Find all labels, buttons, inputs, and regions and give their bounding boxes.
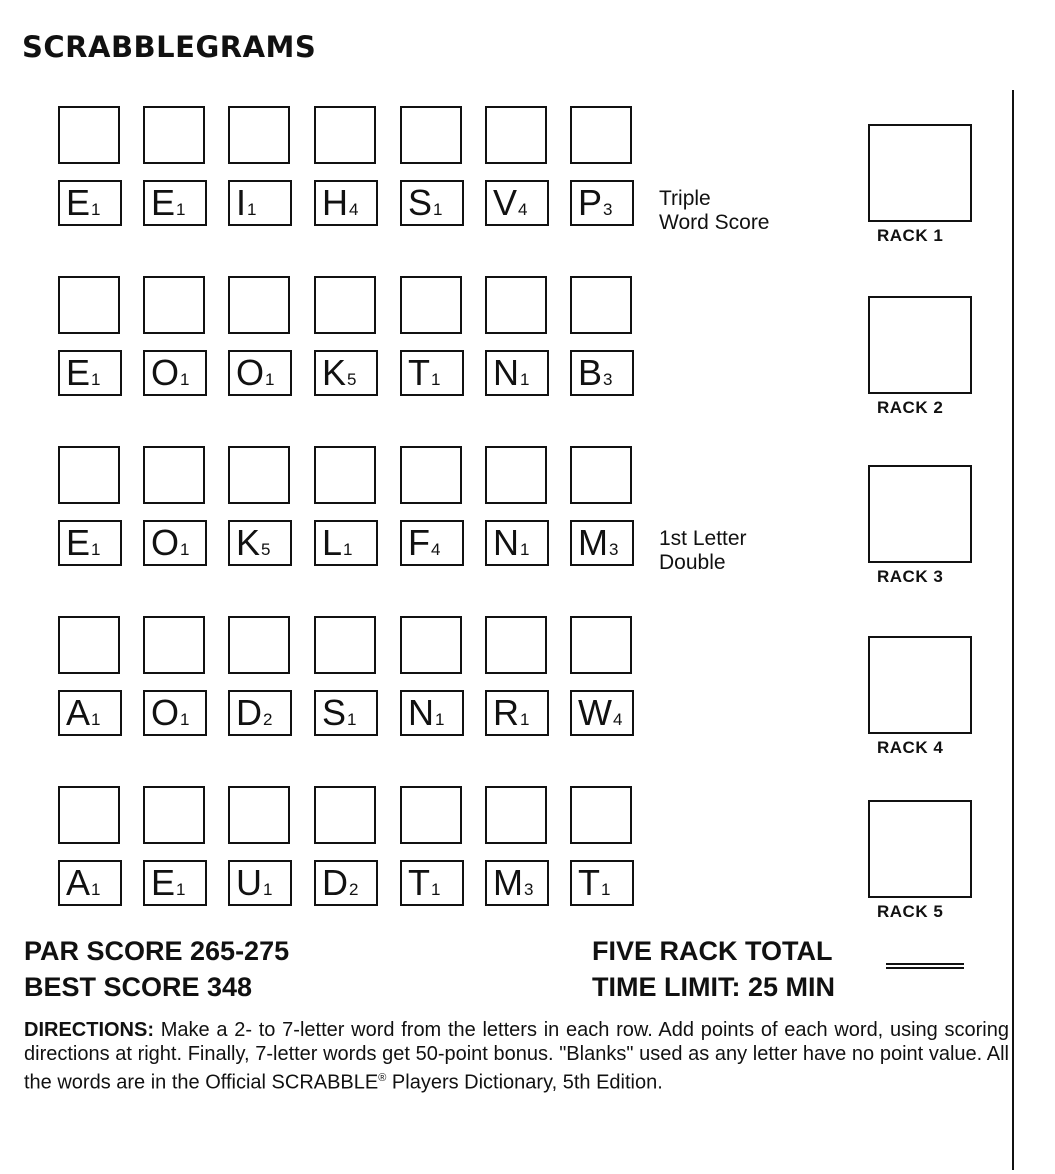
tile-points: 1 [343,540,353,559]
letter-tile [570,860,634,906]
letter-tile [58,180,122,226]
rack-score-box[interactable] [868,124,972,222]
answer-box[interactable] [228,106,290,164]
tile-letter: T [408,862,430,903]
letter-tile [228,860,292,906]
tile-letter: D [322,862,348,903]
letter-tile [400,860,464,906]
directions-text: Make a 2- to 7-letter word from the letters in each row. Add points of each word, using scoring directions at right. Finally, 7-letter words get 50-point bonus. "Blanks" used as any letter have no point value. All the words are in the Official SCRABBLE [24,1019,1009,1094]
tile-letter: R [493,692,519,733]
rack-score-box[interactable] [868,636,972,734]
tile-letter: S [408,182,433,223]
tile-letter: E [151,862,176,903]
letter-tile [228,350,292,396]
answer-box[interactable] [228,276,290,334]
letter-tile [143,860,207,906]
right-divider [1012,90,1014,1170]
tile-letter: E [66,182,91,223]
tile-points: 5 [261,540,271,559]
rack-label: RACK 5 [877,902,944,921]
tile-points: 1 [520,370,530,389]
rack-score-box[interactable] [868,465,972,563]
tile-points: 5 [347,370,357,389]
tile-points: 1 [431,370,441,389]
letter-tile [143,350,207,396]
scoring-note-line2: Word Score [659,211,770,234]
tile-letter: S [322,692,347,733]
five-rack-total-field[interactable] [886,963,964,969]
answer-box[interactable] [143,786,205,844]
tile-points: 1 [435,710,445,729]
rack-label: RACK 2 [877,398,944,417]
puzzle-title: SCRABBLEGRAMS [22,30,317,64]
answer-box[interactable] [570,786,632,844]
letter-tile [58,860,122,906]
answer-box[interactable] [314,106,376,164]
tile-letter: T [578,862,600,903]
tile-points: 1 [91,370,101,389]
answer-box[interactable] [58,276,120,334]
tile-letter: D [236,692,262,733]
answer-box[interactable] [485,786,547,844]
answer-box[interactable] [314,786,376,844]
tile-points: 1 [180,370,190,389]
tile-letter: W [578,692,612,733]
registered-mark: ® [378,1072,387,1084]
five-rack-total-label: FIVE RACK TOTAL [592,936,833,966]
tile-letter: O [151,692,180,733]
tile-points: 4 [612,710,623,729]
tile-points: 1 [520,540,530,559]
answer-box[interactable] [400,616,462,674]
answer-box[interactable] [143,446,205,504]
answer-box[interactable] [58,446,120,504]
letter-tile [228,180,292,226]
tile-points: 1 [601,880,611,899]
tile-letter: V [493,182,518,223]
tile-letter: T [408,352,430,393]
tile-points: 1 [265,370,275,389]
directions-label: DIRECTIONS: [24,1019,154,1041]
letter-tile [314,180,378,226]
letter-tile [400,180,464,226]
letter-tile [570,690,634,736]
tile-letter: F [408,522,430,563]
tile-points: 1 [91,540,101,559]
answer-box[interactable] [143,276,205,334]
tile-points: 1 [91,710,101,729]
answer-box[interactable] [570,106,632,164]
tile-letter: K [236,522,261,563]
tile-letter: H [322,182,348,223]
tile-letter: N [408,692,434,733]
letter-tile [58,350,122,396]
rack-label: RACK 3 [877,567,944,586]
rack-score-box[interactable] [868,296,972,394]
tile-letter: N [493,352,519,393]
answer-box[interactable] [485,106,547,164]
tile-points: 1 [347,710,357,729]
tile-letter: A [66,862,91,903]
tile-letter: N [493,522,519,563]
letter-tile [228,690,292,736]
tile-letter: P [578,182,603,223]
tile-points: 2 [349,880,359,899]
letter-tile [485,520,549,566]
answer-box[interactable] [400,276,462,334]
letter-tile [143,180,207,226]
tile-points: 3 [603,370,613,389]
answer-box[interactable] [485,276,547,334]
directions [24,1018,1009,1095]
tile-letter: O [151,352,180,393]
letter-tile [314,690,378,736]
letter-tile [143,690,207,736]
answer-box[interactable] [400,446,462,504]
tile-points: 1 [431,880,441,899]
answer-box[interactable] [485,616,547,674]
tile-letter: I [236,182,247,223]
answer-box[interactable] [314,446,376,504]
answer-box[interactable] [228,616,290,674]
tile-points: 3 [609,540,619,559]
tile-points: 3 [524,880,534,899]
scoring-note-line2: Double [659,551,726,574]
scoring-note-line1: Triple [659,187,711,210]
tile-points: 1 [91,200,101,219]
tile-points: 4 [431,540,441,559]
letter-tile [58,520,122,566]
par-score: PAR SCORE 265-275 [24,936,290,966]
answer-box[interactable] [570,276,632,334]
tile-points: 1 [247,200,257,219]
answer-box[interactable] [314,276,376,334]
letter-tile [143,520,207,566]
tile-points: 1 [263,880,273,899]
letter-tile [485,350,549,396]
tile-letter: M [578,522,608,563]
answer-box[interactable] [58,616,120,674]
rack-score-box[interactable] [868,800,972,898]
letter-tile [570,180,634,226]
answer-box[interactable] [228,446,290,504]
scoring-note-line1: 1st Letter [659,527,747,550]
letter-tile [58,690,122,736]
tile-points: 1 [180,540,190,559]
tile-letter: U [236,862,262,903]
letter-tile [570,520,634,566]
best-score: BEST SCORE 348 [24,972,253,1002]
tile-letter: O [151,522,180,563]
answer-box[interactable] [570,446,632,504]
letter-tile [314,350,378,396]
letter-tile [570,350,634,396]
tile-points: 1 [433,200,443,219]
tile-letter: K [322,352,347,393]
letter-tile [400,690,464,736]
tile-letter: O [236,352,265,393]
letter-tile [314,860,378,906]
answer-box[interactable] [400,106,462,164]
tile-letter: E [66,352,91,393]
tile-letter: B [578,352,603,393]
letter-tile [400,520,464,566]
letter-tile [485,180,549,226]
letter-tile [485,860,549,906]
tile-points: 1 [176,880,186,899]
answer-box[interactable] [570,616,632,674]
tile-letter: M [493,862,523,903]
answer-box[interactable] [400,786,462,844]
tile-letter: E [66,522,91,563]
rack-label: RACK 4 [877,738,944,757]
letter-tile [485,690,549,736]
tile-points: 1 [91,880,101,899]
letter-tile [228,520,292,566]
tile-points: 1 [180,710,190,729]
answer-box[interactable] [314,616,376,674]
answer-box[interactable] [58,786,120,844]
tile-points: 1 [176,200,186,219]
tile-points: 4 [518,200,528,219]
tile-points: 1 [520,710,530,729]
answer-box[interactable] [228,786,290,844]
tile-points: 3 [603,200,613,219]
time-limit: TIME LIMIT: 25 MIN [592,972,835,1002]
tile-letter: L [322,522,343,563]
letter-tile [314,520,378,566]
tile-points: 2 [263,710,273,729]
rack-label: RACK 1 [877,226,944,245]
tile-points: 4 [349,200,359,219]
letter-tile [400,350,464,396]
answer-box[interactable] [58,106,120,164]
directions-tail: Players Dictionary, 5th Edition. [386,1071,663,1094]
answer-box[interactable] [485,446,547,504]
answer-box[interactable] [143,616,205,674]
tile-letter: E [151,182,176,223]
tile-letter: A [66,692,91,733]
answer-box[interactable] [143,106,205,164]
